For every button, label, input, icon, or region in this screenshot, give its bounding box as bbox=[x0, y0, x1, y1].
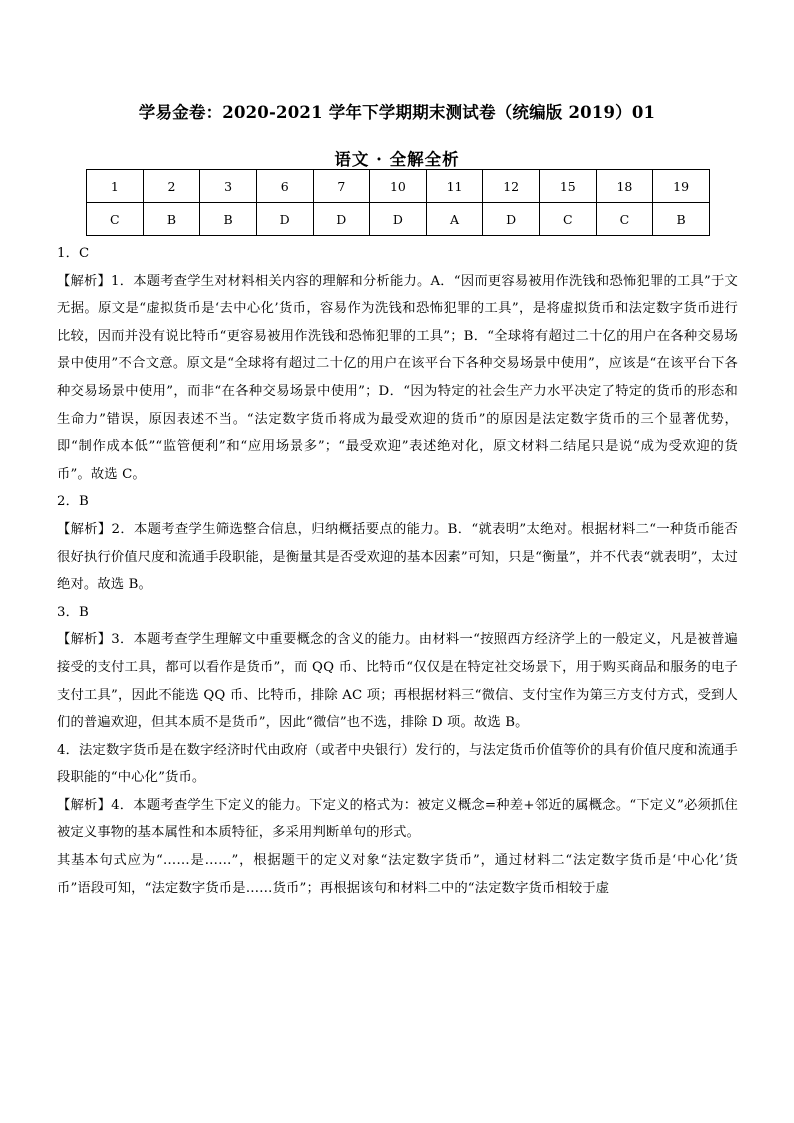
question-number-cell: 12 bbox=[483, 170, 540, 203]
answer-line: 1．C bbox=[57, 246, 90, 261]
question-number-cell: 3 bbox=[200, 170, 257, 203]
answer-cell: B bbox=[200, 203, 257, 236]
answer-paragraph: 4．法定数字货币是在数字经济时代由政府（或者中央银行）发行的，与法定货币价值等价的具有价值尺度和流通手段职能的“中心化”货币。 bbox=[57, 742, 738, 786]
analysis-paragraph: 【解析】4．本题考查学生下定义的能力。下定义的格式为：被定义概念=种差+邻近的属概念。“下定义”必须抓住被定义事物的基本属性和本质特征，多采用判断单句的形式。 bbox=[57, 797, 738, 841]
answer-cell: C bbox=[596, 203, 653, 236]
answer-line: 2．B bbox=[57, 494, 89, 510]
question-number-cell: 10 bbox=[370, 170, 427, 203]
answer-cell: D bbox=[370, 203, 427, 236]
question-number-cell: 6 bbox=[256, 170, 313, 203]
answer-cell: B bbox=[143, 203, 200, 236]
answer-cell: B bbox=[653, 203, 710, 236]
document-title: 学易金卷：2020-2021 学年下学期期末测试卷（统编版 2019）01 bbox=[138, 103, 656, 122]
answer-row bbox=[87, 203, 710, 236]
analysis-paragraph: 【解析】2．本题考查学生筛选整合信息，归纳概括要点的能力。B．“就表明”太绝对。根据材料二“一种货币能否很好执行价值尺度和流通手段职能，是衡量其是否受欢迎的基本因素”可知，只是“衡量”，并不代表“就表明”，太过绝对。故选 B。 bbox=[57, 521, 738, 593]
answer-cell: C bbox=[540, 203, 597, 236]
question-number-cell: 18 bbox=[596, 170, 653, 203]
answer-cell: D bbox=[256, 203, 313, 236]
question-number-cell: 19 bbox=[653, 170, 710, 203]
answer-cell: C bbox=[87, 203, 144, 236]
analysis-body bbox=[57, 240, 738, 902]
question-number-cell: 1 bbox=[87, 170, 144, 203]
answer-cell: D bbox=[313, 203, 370, 236]
answer-cell: D bbox=[483, 203, 540, 236]
question-number-cell: 7 bbox=[313, 170, 370, 203]
analysis-paragraph: 【解析】1．本题考查学生对材料相关内容的理解和分析能力。A．“因而更容易被用作洗钱和恐怖犯罪的工具”于文无据。原文是“虚拟货币是‘去中心化’货币，容易作为洗钱和恐怖犯罪的工具”，是将虚拟货币和法定数字货币进行比较，因而并没有说比特币“更容易被用作洗钱和恐怖犯罪的工具”；B．“全球将有超过二十亿的用户在各种交易场景中使用”不合文意。原文是“全球将有超过二十亿的用户在该平台下各种交易场景中使用”，应该是“在该平台下各种交易场景中使用”，而非“在各种交易场景中使用”；D．“因为特定的社会生产力水平决定了特定的货币的形态和生命力”错误，原因表述不当。“法定数字货币将成为最受欢迎的货币”的原因是法定数字货币的三个显著优势，即“制作成本低”“监管便利”和“应用场景多”；“最受欢迎”表述绝对化，原文材料二结尾只是说“成为受欢迎的货币”。故选 C。 bbox=[57, 273, 738, 482]
analysis-paragraph: 其基本句式应为“……是……”，根据题干的定义对象“法定数字货币”，通过材料二“法定数字货币是‘中心化’货币”语段可知，“法定数字货币是……货币”；再根据该句和材料二中的“法定数字货币相较于虚 bbox=[57, 853, 738, 896]
answer-line: 3．B bbox=[57, 604, 89, 620]
question-number-cell: 11 bbox=[426, 170, 483, 203]
question-number-row bbox=[87, 170, 710, 203]
document-subtitle: 语文 · 全解全析 bbox=[334, 150, 460, 169]
answer-table bbox=[86, 169, 710, 236]
analysis-paragraph: 【解析】3．本题考查学生理解文中重要概念的含义的能力。由材料一“按照西方经济学上的一般定义，凡是被普遍接受的支付工具，都可以看作是货币”，而 QQ 币、比特币“仅仅是在特定社交场景下，用于购买商品和服务的电子支付工具”，因此不能选 QQ 币、比特币，排除 AC 项；再根据材料三“微信、支付宝作为第三方支付方式，受到人们的普遍欢迎，但其本质不是货币”，因此“微信”也不选，排除 D 项。故选 B。 bbox=[57, 632, 738, 731]
answer-cell: A bbox=[426, 203, 483, 236]
question-number-cell: 15 bbox=[540, 170, 597, 203]
question-number-cell: 2 bbox=[143, 170, 200, 203]
